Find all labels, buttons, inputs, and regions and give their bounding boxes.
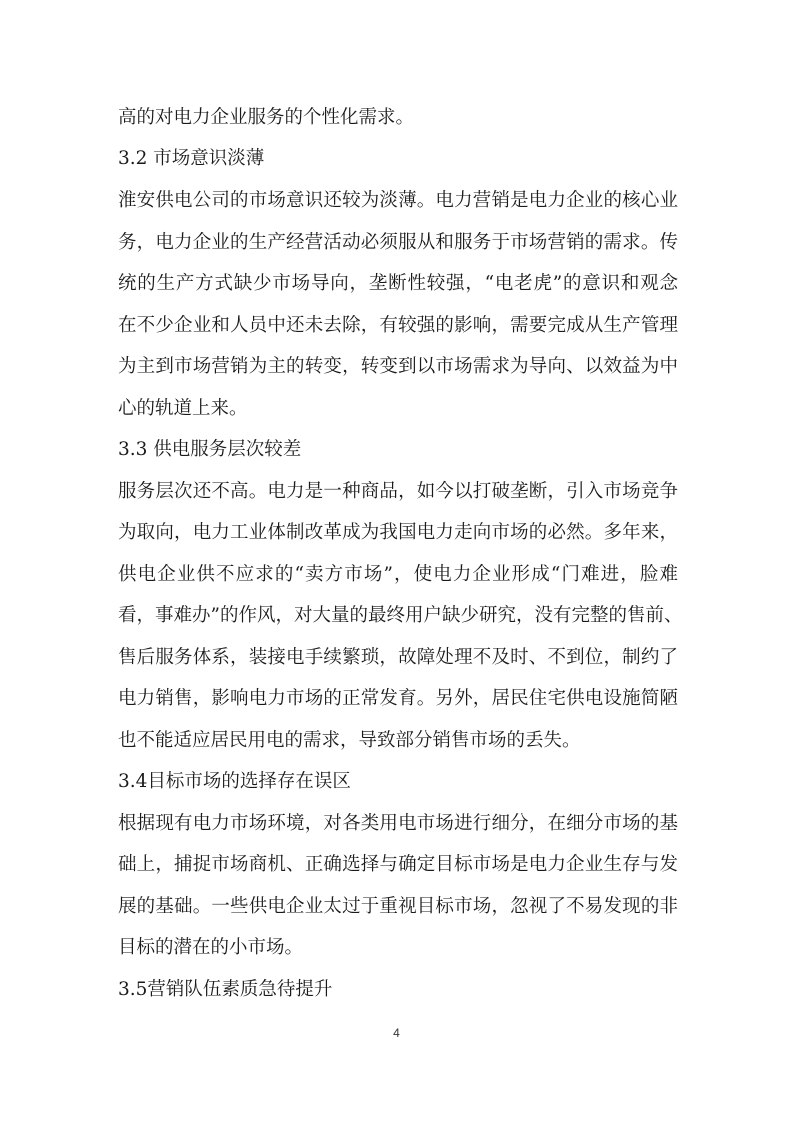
paragraph-line: 服务层次还不高。电力是一种商品，如今以打破垄断，引入市场竞争 <box>118 481 678 502</box>
paragraph-line: 看，事难办”的作风，对大量的最终用户缺少研究，没有完整的售前、 <box>118 605 683 626</box>
paragraph-line: 目标的潜在的小市场。 <box>118 937 304 958</box>
page-number: 4 <box>393 1026 400 1040</box>
section-heading-3-5: 3.5营销队伍素质急待提升 <box>118 979 333 1000</box>
paragraph-line: 心的轨道上来。 <box>118 398 248 419</box>
paragraph-line: 也不能适应居民用电的需求，导致部分销售市场的丢失。 <box>118 730 581 751</box>
section-heading-3-4: 3.4目标市场的选择存在误区 <box>118 771 351 792</box>
paragraph-line: 为主到市场营销为主的转变，转变到以市场需求为导向、以效益为中 <box>118 356 678 377</box>
paragraph-line: 根据现有电力市场环境，对各类用电市场进行细分，在细分市场的基 <box>118 813 678 834</box>
paragraph-line: 淮安供电公司的市场意识还较为淡薄。电力营销是电力企业的核心业 <box>118 190 678 211</box>
paragraph-line: 统的生产方式缺少市场导向，垄断性较强，“电老虎”的意识和观念 <box>118 273 678 294</box>
paragraph-line: 供电企业供不应求的“卖方市场”，使电力企业形成“门难进，脸难 <box>118 564 678 585</box>
paragraph-line: 在不少企业和人员中还未去除，有较强的影响，需要完成从生产管理 <box>118 315 678 336</box>
paragraph-line: 为取向，电力工业体制改革成为我国电力走向市场的必然。多年来， <box>118 522 678 543</box>
paragraph-line: 电力销售，影响电力市场的正常发育。另外，居民住宅供电设施简陋 <box>118 688 678 709</box>
paragraph-line: 务，电力企业的生产经营活动必须服从和服务于市场营销的需求。传 <box>118 232 678 253</box>
section-heading-3-3: 3.3 供电服务层次较差 <box>118 439 302 460</box>
paragraph-line: 高的对电力企业服务的个性化需求。 <box>118 107 415 128</box>
paragraph-line: 售后服务体系，装接电手续繁琐，故障处理不及时、不到位，制约了 <box>118 647 678 668</box>
paragraph-line: 础上，捕捉市场商机、正确选择与确定目标市场是电力企业生存与发 <box>118 854 678 875</box>
section-heading-3-2: 3.2 市场意识淡薄 <box>118 148 265 169</box>
paragraph-line: 展的基础。一些供电企业太过于重视目标市场，忽视了不易发现的非 <box>118 896 678 917</box>
